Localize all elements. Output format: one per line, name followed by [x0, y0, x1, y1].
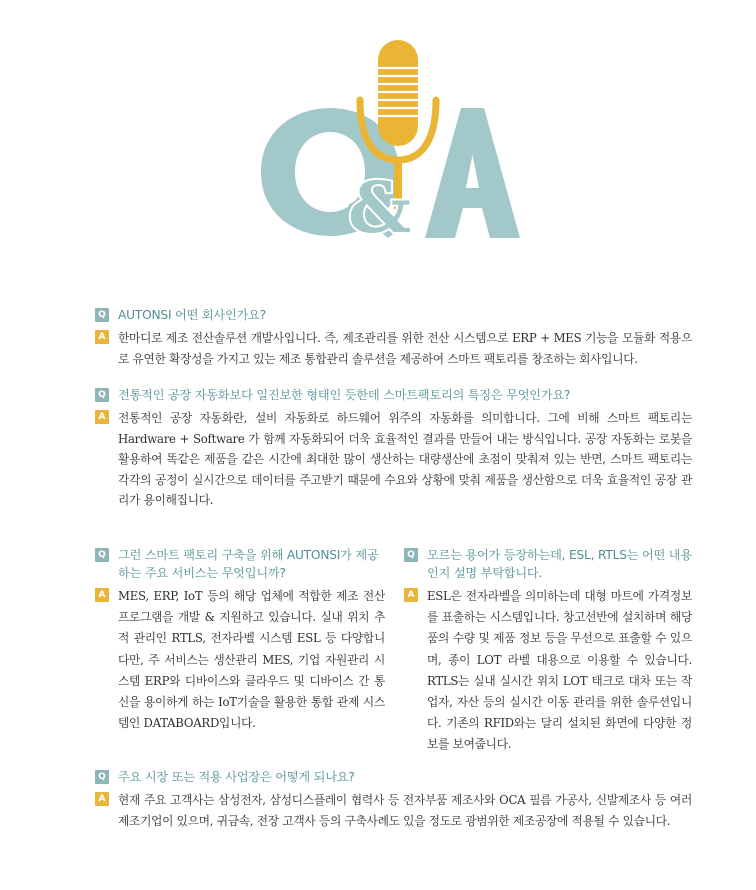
answer-badge: A — [95, 792, 109, 806]
qa-item-2 — [95, 386, 692, 511]
question-text: AUTONSI 어떤 회사인가요? — [118, 308, 266, 322]
question-badge: Q — [404, 548, 418, 562]
answer-text: 현재 주요 고객사는 삼성전자, 삼성디스플레이 협력사 등 전자부품 제조사와 OCA 필름 가공사, 신발제조사 등 여러 제조기업이 있으며, 귀금속, 전장 고객사 등의 구축사례도 있을 정도로 광범위한 제조공장에 적용될 수 있습니다. — [118, 793, 692, 828]
answer-badge: A — [95, 330, 109, 344]
question-badge: Q — [95, 308, 109, 322]
answer-text: MES, ERP, IoT 등의 해당 업체에 적합한 제조 전산 프로그램을 개발 & 지원하고 있습니다. 실내 위치 추적 관리인 RTLS, 전자라벨 시스템 ESL 등 다양합니다만, 주 서비스는 생산관리 MES, 기업 자원관리 시스템 ERP와 디바이스와 클라우드 및 디바이스 간 통신을 용이하게 하는 IoT기술을 활용한 통합 관제 시스템인 DATABOARD입니다. — [118, 589, 385, 731]
question-text: 주요 시장 또는 적용 사업장은 어떻게 되나요? — [118, 770, 355, 784]
question-badge: Q — [95, 388, 109, 402]
qa-item-1 — [95, 306, 692, 369]
question-badge: Q — [95, 548, 109, 562]
qa-hero-logo — [0, 0, 756, 290]
question-text: 모르는 용어가 등장하는데, ESL, RTLS는 어떤 내용인지 설명 부탁합니다. — [427, 548, 692, 580]
answer-text: 전통적인 공장 자동화란, 설비 자동화로 하드웨어 위주의 자동화를 의미합니다. 그에 비해 스마트 팩토리는 Hardware + Software 가 함께 자동화되어 더욱 효율적인 결과를 만들어 내는 방식입니다. 공장 자동화는 로봇을 활용하여 똑같은 제품을 같은 시간에 최대한 많이 생산하는 대량생산에 초점이 맞춰져 있는 반면, 스마트 팩토리는 각각의 공정이 실시간으로 데이터를 주고받기 때문에 수요와 상황에 맞춰 제품을 생산함으로 더욱 효율적인 공장 관리가 용이해집니다. — [118, 411, 692, 508]
qa-item-4 — [404, 546, 692, 756]
ampersand: & — [348, 166, 412, 249]
answer-badge: A — [95, 410, 109, 424]
question-text: 전통적인 공장 자동화보다 일진보한 형태인 듯한데 스마트팩토리의 특징은 무엇인가요? — [118, 388, 571, 402]
a-letter — [425, 108, 520, 238]
question-badge: Q — [95, 770, 109, 784]
question-text: 그런 스마트 팩토리 구축을 위해 AUTONSI가 제공하는 주요 서비스는 무엇입니까? — [118, 548, 379, 580]
answer-text: 한마디로 제조 전산솔루션 개발사입니다. 즉, 제조관리를 위한 전산 시스템으로 ERP + MES 기능을 모듈화 적용으로 유연한 확장성을 가지고 있는 제조 통합관리 솔루션을 제공하여 스마트 팩토리를 창조하는 회사입니다. — [118, 331, 692, 366]
qa-item-5 — [95, 768, 692, 831]
answer-text: ESL은 전자라벨을 의미하는데 대형 마트에 가격정보를 표출하는 시스템입니다. 창고선반에 설치하며 해당품의 수량 및 제품 정보 등을 무선으로 표출할 수 있으며, 종이 LOT 라벨 대용으로 이용할 수 있습니다. RTLS는 실내 실시간 위치 LOT 태크로 대차 또는 작업자, 자산 등의 실시간 이동 관리를 위한 솔루션입니다. 기존의 RFID와는 달리 설치된 화면에 다양한 정보를 보여줍니다. — [427, 589, 692, 752]
answer-badge: A — [404, 588, 418, 602]
qa-item-3 — [95, 546, 385, 734]
answer-badge: A — [95, 588, 109, 602]
